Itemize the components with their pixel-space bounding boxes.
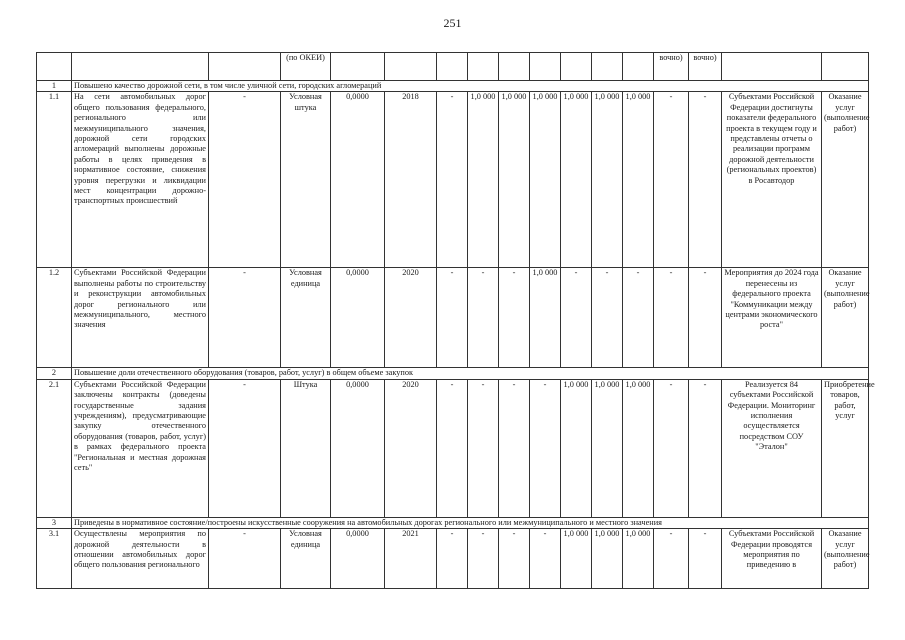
year-value-cell: - (530, 529, 561, 589)
unit-cell: Условная штука (281, 92, 331, 268)
header-cell (331, 53, 385, 81)
comment-cell: Мероприятия до 2024 года перенесены из федерального проекта "Коммуникации между центрами экономического роста" (722, 268, 822, 368)
year-value-cell: 1,0 000 (561, 92, 592, 268)
year-value-cell: - (468, 529, 499, 589)
dash-cell: - (209, 379, 281, 517)
result-text: На сети автомобильных дорог общего пользования федерального, регионального или межмуниципального значения, дорожной сети городских агломераций выполнены дорожные работы в целях приведения в нормативное состояние, снижения уровня перегрузки и ликвидации мест концентрации дорожно-транспортных происшествий (72, 92, 209, 268)
header-cell (592, 53, 623, 81)
header-cell (209, 53, 281, 81)
header-stub-row (37, 53, 869, 81)
year-value-cell: - (592, 268, 623, 368)
year-value-cell: 1,0 000 (592, 529, 623, 589)
year-value-cell: - (499, 268, 530, 368)
section-row (37, 517, 869, 528)
comment-cell: Субъектами Российской Федерации достигнуты показатели федерального проекта в текущем году и представлены отчеты о реализации программ дорожной деятельности (региональных проектов) в Росавтодор (722, 92, 822, 268)
section-number: 3 (37, 517, 72, 528)
base-year-cell: 2018 (385, 92, 437, 268)
header-cell (822, 53, 869, 81)
year-value-cell: - (468, 379, 499, 517)
header-unit-cell: (по ОКЕИ) (281, 53, 331, 81)
header-cell (722, 53, 822, 81)
project-results-table (36, 52, 875, 589)
table-row (37, 92, 869, 268)
year-value-cell: - (468, 268, 499, 368)
base-value-cell: 0,0000 (331, 268, 385, 368)
header-partial-cell: вочно) (654, 53, 689, 81)
year-value-cell: 1,0 000 (530, 268, 561, 368)
year-value-cell: - (654, 268, 689, 368)
row-number: 1.1 (37, 92, 72, 268)
base-value-cell: 0,0000 (331, 92, 385, 268)
year-value-cell: - (689, 92, 722, 268)
section-number: 2 (37, 368, 72, 379)
section-row (37, 81, 869, 92)
type-cell: Оказание услуг (выполнение работ) (822, 268, 869, 368)
type-cell: Оказание услуг (выполнение работ) (822, 529, 869, 589)
year-value-cell: - (654, 529, 689, 589)
result-text: Субъектами Российской Федерации заключены контракты (доведены государственные задания учреждениям), предусматривающие закупку отечественного оборудования (товаров, работ, услуг) в рамках федерального проекта "Региональная и местная дорожная сеть" (72, 379, 209, 517)
comment-cell: Субъектами Российской Федерации проводятся мероприятия по приведению в (722, 529, 822, 589)
section-title: Повышение доли отечественного оборудования (товаров, работ, услуг) в общем объеме закупок (72, 368, 869, 379)
year-value-cell: - (499, 529, 530, 589)
base-year-cell: 2021 (385, 529, 437, 589)
header-partial-cell: вочно) (689, 53, 722, 81)
year-value-cell: - (437, 379, 468, 517)
year-value-cell: - (689, 379, 722, 517)
unit-cell: Условная единица (281, 529, 331, 589)
year-value-cell: 1,0 000 (468, 92, 499, 268)
comment-cell: Реализуется 84 субъектами Российской Федерации. Мониторинг исполнения осуществляется посредством СОУ "Эталон" (722, 379, 822, 517)
header-cell (623, 53, 654, 81)
year-value-cell: - (689, 268, 722, 368)
section-title: Повышено качество дорожной сети, в том числе уличной сети, городских агломераций (72, 81, 869, 92)
year-value-cell: 1,0 000 (499, 92, 530, 268)
year-value-cell: - (530, 379, 561, 517)
year-value-cell: 1,0 000 (530, 92, 561, 268)
header-cell (37, 53, 72, 81)
section-row (37, 368, 869, 379)
result-text: Осуществлены мероприятия по дорожной деятельности в отношении автомобильных дорог общего пользования регионального (72, 529, 209, 589)
year-value-cell: 1,0 000 (623, 92, 654, 268)
year-value-cell: - (437, 268, 468, 368)
year-value-cell: 1,0 000 (592, 379, 623, 517)
header-cell (437, 53, 468, 81)
header-cell (72, 53, 209, 81)
year-value-cell: - (437, 529, 468, 589)
base-value-cell: 0,0000 (331, 529, 385, 589)
year-value-cell: 1,0 000 (592, 92, 623, 268)
header-cell (530, 53, 561, 81)
year-value-cell: - (654, 379, 689, 517)
header-cell (468, 53, 499, 81)
table-row (37, 529, 869, 589)
year-value-cell: - (437, 92, 468, 268)
type-cell: Приобретение товаров, работ, услуг (822, 379, 869, 517)
row-number: 1.2 (37, 268, 72, 368)
page-number: 251 (443, 16, 462, 30)
year-value-cell: - (499, 379, 530, 517)
year-value-cell: 1,0 000 (623, 379, 654, 517)
year-value-cell: - (689, 529, 722, 589)
dash-cell: - (209, 268, 281, 368)
dash-cell: - (209, 529, 281, 589)
section-number: 1 (37, 81, 72, 92)
row-number: 2.1 (37, 379, 72, 517)
table-row (37, 268, 869, 368)
dash-cell: - (209, 92, 281, 268)
base-year-cell: 2020 (385, 268, 437, 368)
base-year-cell: 2020 (385, 379, 437, 517)
year-value-cell: 1,0 000 (561, 529, 592, 589)
header-cell (385, 53, 437, 81)
header-cell (499, 53, 530, 81)
section-title: Приведены в нормативное состояние/построены искусственные сооружения на автомобильных дорогах регионального или межмуниципального и местного значения (72, 517, 869, 528)
unit-cell: Штука (281, 379, 331, 517)
year-value-cell: - (623, 268, 654, 368)
base-value-cell: 0,0000 (331, 379, 385, 517)
year-value-cell: - (654, 92, 689, 268)
year-value-cell: - (561, 268, 592, 368)
result-text: Субъектами Российской Федерации выполнены работы по строительству и реконструкции автомобильных дорог регионального или межмуниципального, местного значения (72, 268, 209, 368)
year-value-cell: 1,0 000 (561, 379, 592, 517)
table-row (37, 379, 869, 517)
type-cell: Оказание услуг (выполнение работ) (822, 92, 869, 268)
row-number: 3.1 (37, 529, 72, 589)
header-cell (561, 53, 592, 81)
unit-cell: Условная единица (281, 268, 331, 368)
year-value-cell: 1,0 000 (623, 529, 654, 589)
